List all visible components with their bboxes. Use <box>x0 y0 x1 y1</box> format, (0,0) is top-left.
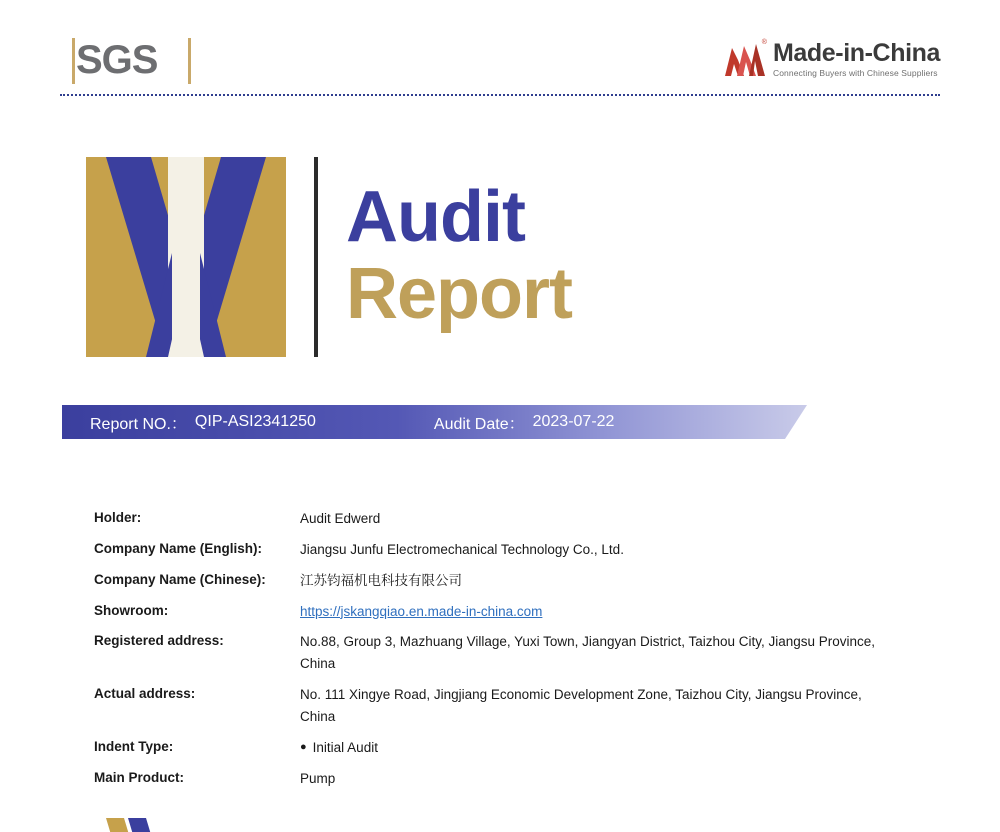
header-divider <box>60 94 940 96</box>
info-label-main-product: Main Product: <box>94 769 184 785</box>
info-value-holder: Audit Edwerd <box>300 511 381 526</box>
title-line-report: Report <box>346 254 572 335</box>
made-in-china-mark-icon <box>725 39 767 76</box>
report-summary-bar <box>62 405 807 439</box>
info-label-actual-address: Actual address: <box>94 686 196 702</box>
title-line-audit: Audit <box>346 177 525 258</box>
info-row <box>94 570 894 592</box>
info-value-showroom <box>300 601 894 623</box>
info-value-registered-address: No.88, Group 3, Mazhuang Village, Yuxi Town, Jiangyan District, Taizhou City, Jiangsu Province, China <box>300 634 876 672</box>
document-header <box>60 26 940 98</box>
info-label-holder: Holder: <box>94 510 142 525</box>
info-value-indent-type <box>300 737 894 759</box>
showroom-link[interactable]: https://jskangqiao.en.made-in-china.com <box>300 603 543 619</box>
info-label-company-name-chinese: Company Name (Chinese): <box>94 571 266 587</box>
sgs-logo-bar-right <box>188 38 191 84</box>
info-row <box>94 508 894 530</box>
info-row <box>94 539 894 561</box>
info-label-registered-address: Registered address: <box>94 633 224 649</box>
company-info-table <box>94 508 894 799</box>
footer-logo-partial <box>94 818 264 832</box>
info-label-indent-type: Indent Type: <box>94 738 174 754</box>
report-no-label: Report NO.： <box>90 415 187 433</box>
sgs-logo-bar-left <box>72 38 75 84</box>
indent-type-text: Initial Audit <box>312 739 378 755</box>
made-in-china-title: Made-in-China <box>772 39 940 68</box>
sgs-logo-text: SGS <box>76 38 158 82</box>
info-row <box>94 768 894 790</box>
made-in-china-tagline: Connecting Buyers with Chinese Suppliers <box>772 67 938 78</box>
report-no-value: QIP-ASI2341250 <box>194 413 316 430</box>
made-in-china-logo <box>725 34 940 84</box>
info-label-showroom: Showroom: <box>94 602 169 618</box>
info-row <box>94 631 894 675</box>
registered-trademark-icon: ® <box>761 39 767 46</box>
audit-date-value: 2023-07-22 <box>532 413 615 430</box>
info-row <box>94 737 894 759</box>
sgs-logo <box>76 34 196 86</box>
title-block <box>86 157 572 357</box>
info-label-company-name-english: Company Name (English): <box>94 540 263 556</box>
info-value-actual-address: No. 111 Xingye Road, Jingjiang Economic Development Zone, Taizhou City, Jiangsu Province, China <box>300 687 862 725</box>
audit-date-label: Audit Date： <box>433 415 525 433</box>
audit-logo-artwork <box>86 157 286 357</box>
info-row <box>94 601 894 623</box>
info-value-main-product: Pump <box>300 770 336 786</box>
made-in-china-wordmark <box>773 40 940 77</box>
footer-logo-artwork <box>94 818 264 832</box>
report-summary-bar-content <box>62 405 807 439</box>
bullet-icon: ● <box>300 741 307 754</box>
info-value-company-name-english: Jiangsu Junfu Electromechanical Technology Co., Ltd. <box>300 541 624 557</box>
info-value-company-name-chinese: 江苏钧福机电科技有限公司 <box>300 572 462 588</box>
title-words <box>346 157 572 357</box>
info-row <box>94 684 894 728</box>
title-divider <box>314 157 318 357</box>
